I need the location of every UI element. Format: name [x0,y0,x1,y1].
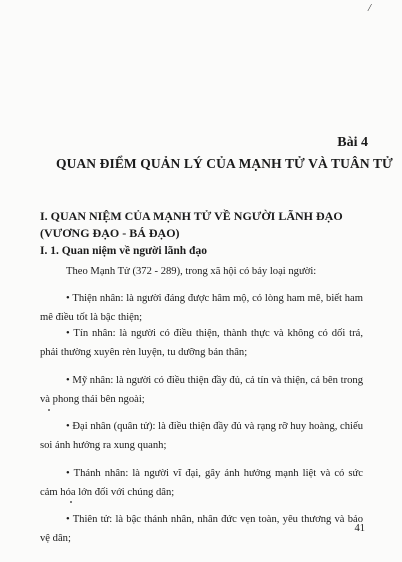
list-item-tin-nhan: • Tín nhân: là người có điều thiện, thành thực và không có dối trá, phải thường xuyên rèn luyện, tu dưỡng bản thân; [40,328,363,358]
section-title [40,208,343,242]
section-title-line2: (VƯƠNG ĐẠO - BÁ ĐẠO) [40,226,180,240]
scan-speck [70,501,72,503]
lesson-number: Bài 4 [337,135,368,150]
page-number: 41 [354,523,365,534]
list-item-thien-nhan: • Thiện nhân: là người đáng được hâm mộ, có lòng ham mê, biết ham mê điều tốt là bậc thiện; [40,293,363,323]
section-title-line1: I. QUAN NIỆM CỦA MẠNH TỬ VỀ NGƯỜI LÃNH ĐẠO [40,209,343,223]
list-item-my-nhan: • Mỹ nhân: là người có điều thiện đầy đủ, cả tín và thiện, cả bên trong và phong thái bên ngoài; [40,375,363,405]
intro-paragraph: Theo Mạnh Tử (372 - 289), trong xã hội có bảy loại người: [66,266,317,277]
list-item-thien-tu: • Thiên tử: là bậc thánh nhân, nhân đức vẹn toàn, yêu thương và bảo vệ dân; [40,514,363,544]
subsection-title: I. 1. Quan niệm về người lãnh đạo [40,245,207,257]
lesson-title: QUAN ĐIỂM QUẢN LÝ CỦA MẠNH TỬ VÀ TUÂN TỬ [56,156,393,171]
list-item-dai-nhan: • Đại nhân (quân tử): là điều thiện đầy đủ và rạng rỡ huy hoàng, chiếu soi ánh hưởng ra xung quanh; [40,421,363,451]
scan-speck [48,409,50,411]
list-item-thanh-nhan: • Thánh nhân: là người vĩ đại, gây ảnh hưởng mạnh liệt và có sức cảm hóa lớn đối với chúng dân; [40,468,363,498]
corner-mark: / [368,2,372,14]
